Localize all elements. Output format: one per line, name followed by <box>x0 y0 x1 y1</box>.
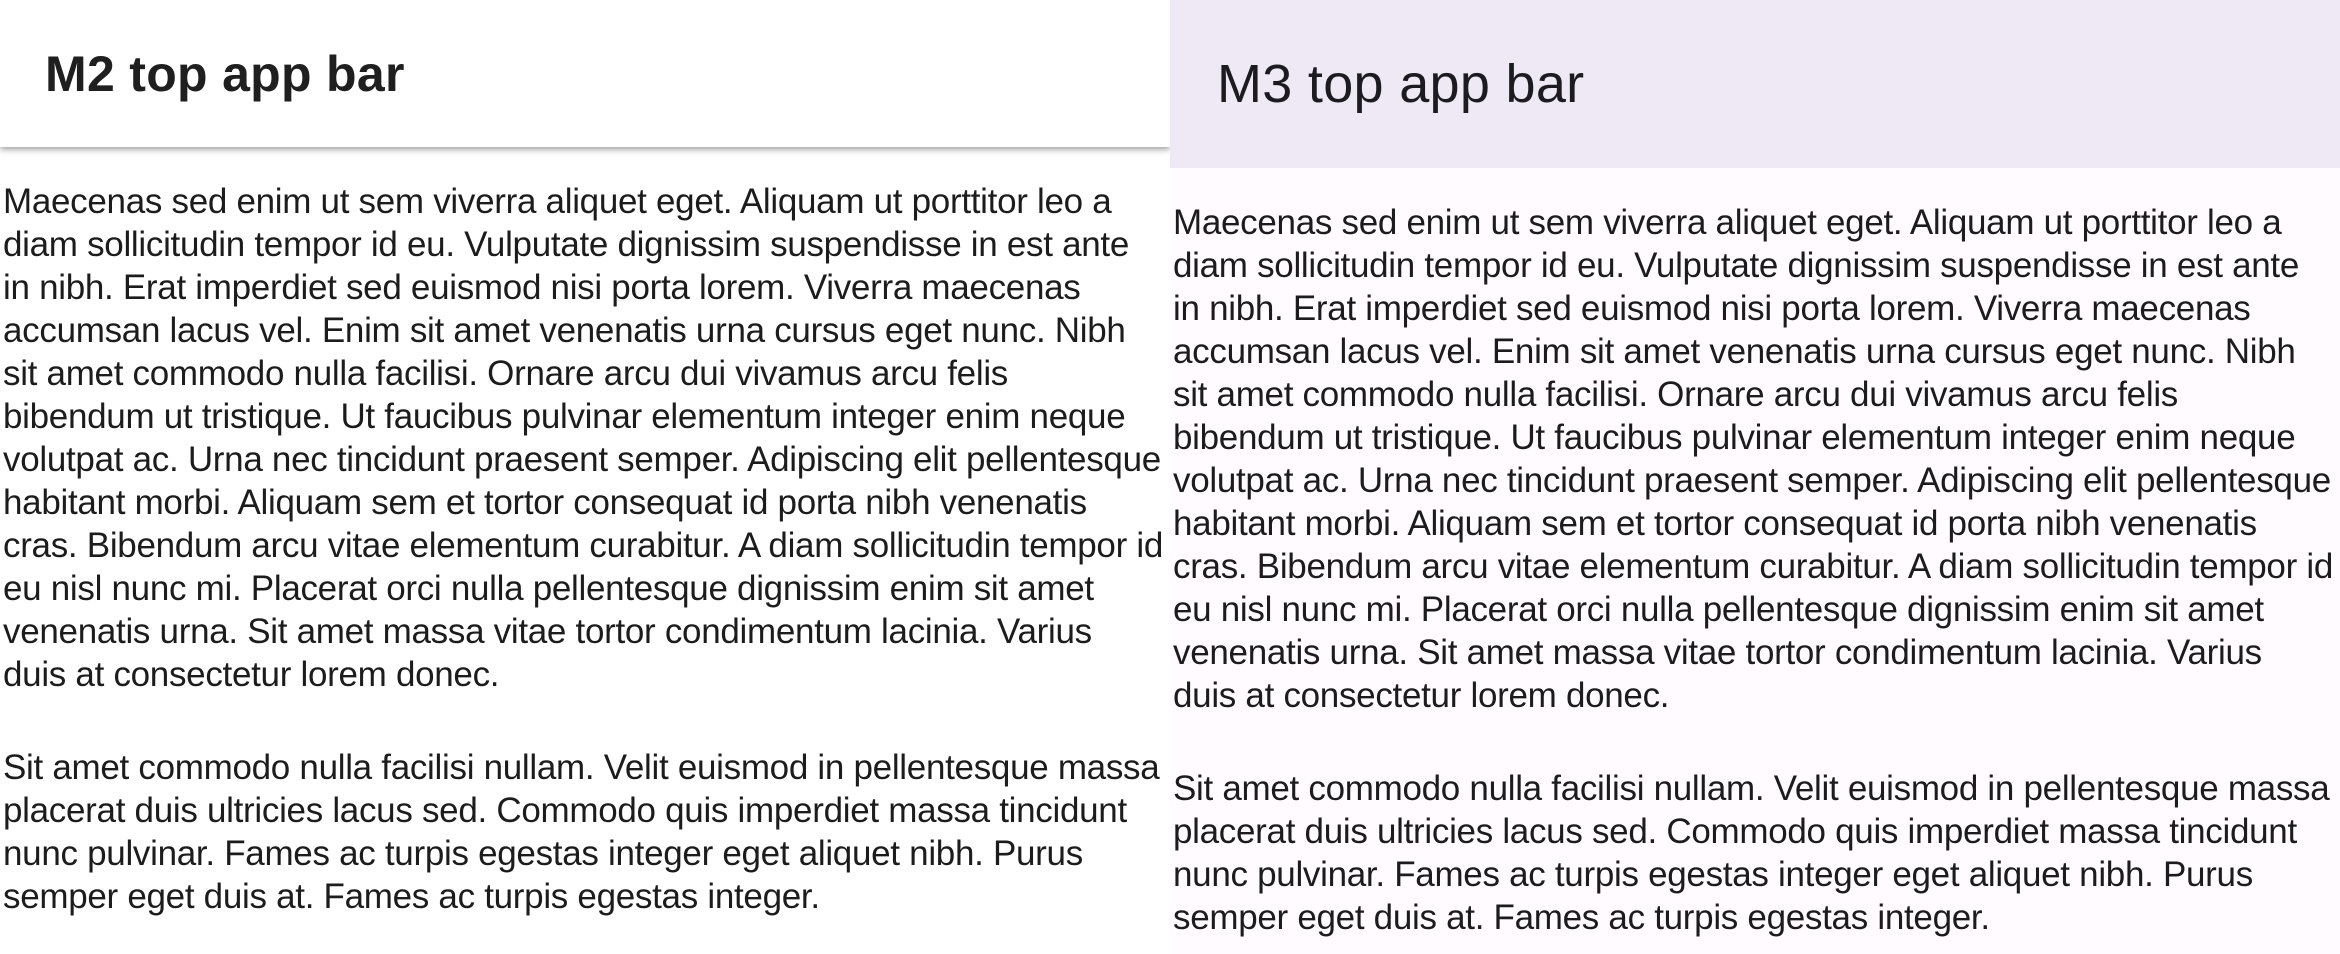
m2-app-bar-title: M2 top app bar <box>45 45 405 102</box>
body-paragraph: Sit amet commodo nulla facilisi nullam. Velit euismod in pellentesque massa placerat duis ultricies lacus sed. Commodo quis imperdiet massa tincidunt nunc pulvinar. Fames ac turpis egestas integer eget aliquet nibh. Purus semper eget duis at. Fames ac turpis egestas integer. <box>3 748 1160 916</box>
body-paragraph: Sit amet commodo nulla facilisi nullam. Velit euismod in pellentesque massa placerat duis ultricies lacus sed. Commodo quis imperdiet massa tincidunt nunc pulvinar. Fames ac turpis egestas integer eget aliquet nibh. Purus semper eget duis at. Fames ac turpis egestas integer. <box>1173 769 2330 937</box>
m2-content-scroll-area[interactable] <box>0 147 1170 954</box>
body-paragraph: Maecenas sed enim ut sem viverra aliquet eget. Aliquam ut porttitor leo a diam sollicitudin tempor id eu. Vulputate dignissim suspendisse in est ante in nibh. Erat imperdiet sed euismod nisi porta lorem. Viverra maecenas accumsan lacus vel. Enim sit amet venenatis urna cursus eget nunc. Nibh sit amet commodo nulla facilisi. Ornare arcu dui vivamus arcu felis bibendum ut tristique. Ut faucibus pulvinar elementum integer enim neque volutpat ac. Urna nec tincidunt praesent semper. Adipiscing elit pellentesque habitant morbi. Aliquam sem et tortor consequat id porta nibh venenatis cras. Bibendum arcu vitae elementum curabitur. A diam sollicitudin tempor id eu nisl nunc mi. Placerat orci nulla pellentesque dignissim enim sit amet venenatis urna. Sit amet massa vitae tortor condimentum lacinia. Varius duis at consectetur lorem donec. <box>3 182 1163 694</box>
m2-top-app-bar <box>0 0 1170 147</box>
m3-app-bar-title: M3 top app bar <box>1217 54 1585 114</box>
m3-top-app-bar <box>1170 0 2340 168</box>
m3-content-scroll-area[interactable] <box>1170 168 2340 954</box>
body-paragraph: Maecenas sed enim ut sem viverra aliquet eget. Aliquam ut porttitor leo a diam sollicitudin tempor id eu. Vulputate dignissim suspendisse in est ante in nibh. Erat imperdiet sed euismod nisi porta lorem. Viverra maecenas accumsan lacus vel. Enim sit amet venenatis urna cursus eget nunc. Nibh sit amet commodo nulla facilisi. Ornare arcu dui vivamus arcu felis bibendum ut tristique. Ut faucibus pulvinar elementum integer enim neque volutpat ac. Urna nec tincidunt praesent semper. Adipiscing elit pellentesque habitant morbi. Aliquam sem et tortor consequat id porta nibh venenatis cras. Bibendum arcu vitae elementum curabitur. A diam sollicitudin tempor id eu nisl nunc mi. Placerat orci nulla pellentesque dignissim enim sit amet venenatis urna. Sit amet massa vitae tortor condimentum lacinia. Varius duis at consectetur lorem donec. <box>1173 203 2333 715</box>
m3-panel <box>1170 0 2340 954</box>
